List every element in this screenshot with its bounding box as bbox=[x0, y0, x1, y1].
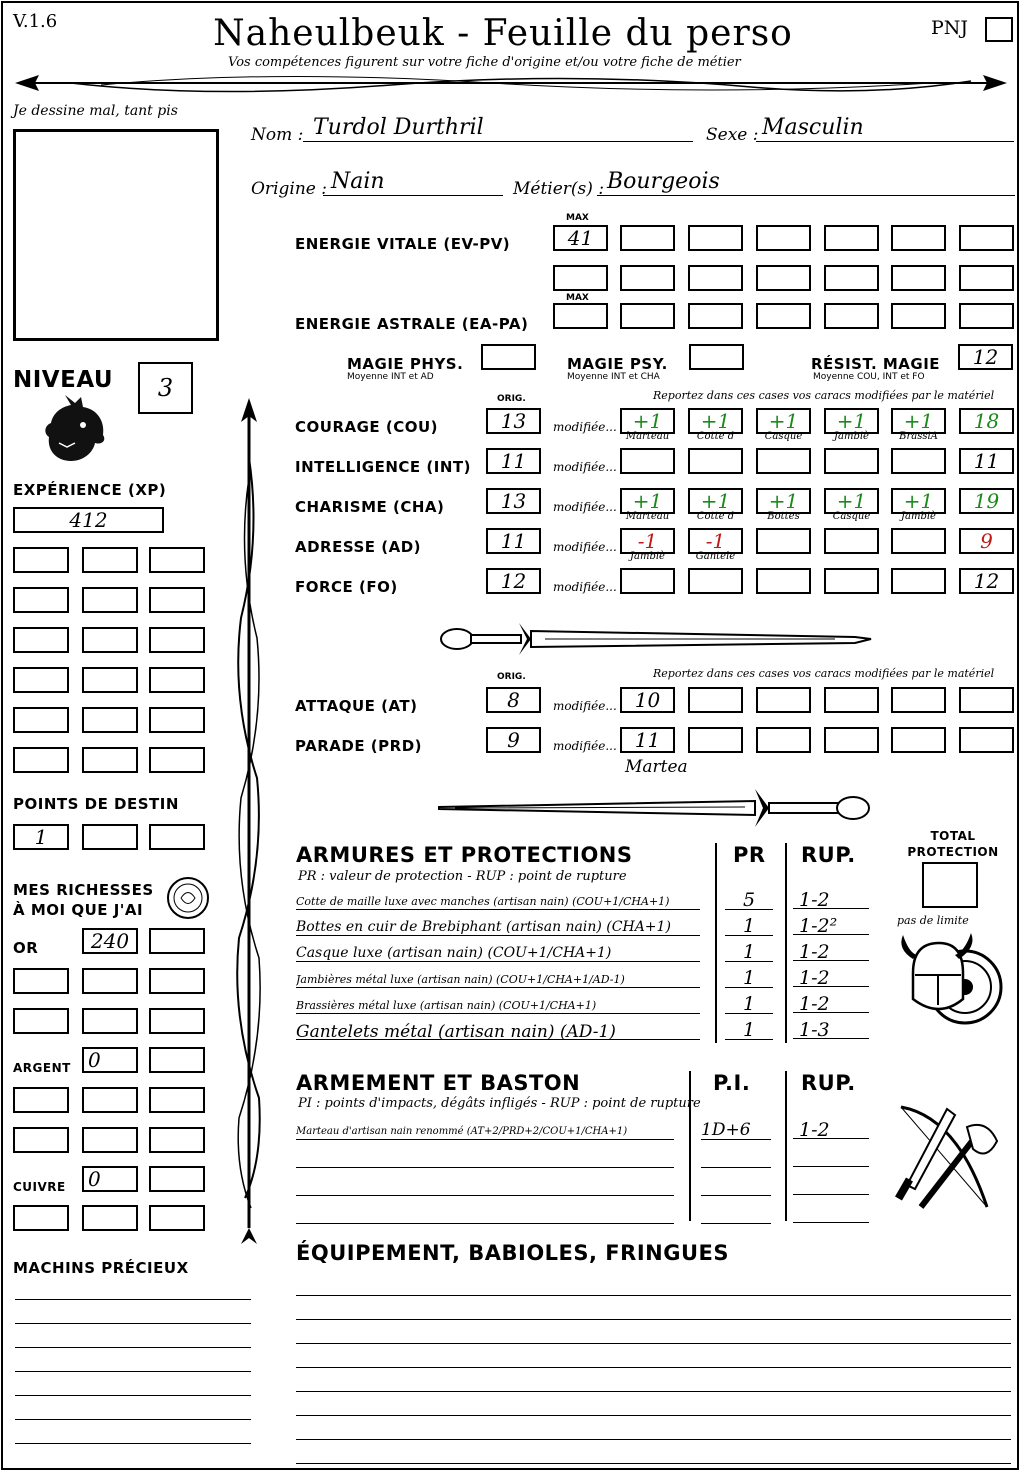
combat-box-parade-prd-6[interactable] bbox=[959, 727, 1014, 753]
ev-box-row2-6[interactable] bbox=[891, 265, 946, 291]
xp-box-6-1[interactable] bbox=[13, 747, 69, 773]
stat-modif-label-charisme-cha: modifiée... bbox=[553, 500, 617, 514]
pnj-label: PNJ bbox=[931, 17, 969, 39]
ea-label: ENERGIE ASTRALE (EA-PA) bbox=[295, 315, 529, 333]
header-spear-ornament bbox=[11, 69, 1011, 99]
or-box[interactable] bbox=[82, 928, 138, 954]
resist-magie-sub: Moyenne COU, INT et FO bbox=[813, 372, 925, 382]
stat-mod-value-courage-cou-5: +1 bbox=[903, 409, 934, 433]
ev-box-4[interactable] bbox=[824, 225, 879, 251]
armure-rup-2[interactable]: 1-2² bbox=[793, 913, 869, 935]
arme-rup-2[interactable] bbox=[793, 1145, 869, 1167]
machins-line-1[interactable] bbox=[15, 1299, 251, 1300]
niveau-box[interactable] bbox=[138, 362, 193, 414]
machins-line-3[interactable] bbox=[15, 1347, 251, 1348]
combat-box-parade-prd-2[interactable] bbox=[688, 727, 743, 753]
armures-divider-1 bbox=[715, 843, 717, 1043]
stat-orig-box-adresse-ad[interactable] bbox=[486, 528, 541, 554]
armement-divider-1 bbox=[689, 1071, 691, 1221]
xp-box-5-2[interactable] bbox=[82, 707, 138, 733]
total-protection-label-1: TOTAL bbox=[930, 829, 976, 843]
stat-orig-value-adresse-ad: 11 bbox=[500, 529, 527, 553]
stat-final-value-courage-cou: 18 bbox=[973, 409, 1000, 433]
xp-box-2-2[interactable] bbox=[82, 587, 138, 613]
equipement-line-6[interactable] bbox=[296, 1415, 1011, 1416]
ev-box-row2-3[interactable] bbox=[688, 265, 743, 291]
stat-mod-value-charisme-cha-1: +1 bbox=[632, 489, 663, 513]
ea-box-5[interactable] bbox=[891, 303, 946, 329]
richesses-label-2: À MOI QUE J'AI bbox=[13, 901, 144, 919]
report-note-1: Reportez dans ces cases vos caracs modifiées par le matériel bbox=[653, 389, 995, 402]
xp-box-6-3[interactable] bbox=[149, 747, 205, 773]
portrait-box[interactable] bbox=[13, 129, 219, 341]
resist-magie-box[interactable] bbox=[958, 344, 1013, 370]
ev-box-1[interactable] bbox=[620, 225, 675, 251]
origine-label: Origine : bbox=[251, 179, 327, 199]
magie-psy-label: MAGIE PSY. bbox=[567, 355, 668, 373]
sexe-value: Masculin bbox=[762, 115, 864, 140]
cuivre-label: CUIVRE bbox=[13, 1180, 66, 1194]
stat-mod-box-intelligence-int-1[interactable] bbox=[620, 448, 675, 474]
sheet-title: Naheulbeuk - Feuille du perso bbox=[213, 13, 793, 54]
metier-value: Bourgeois bbox=[607, 169, 720, 194]
stat-mod-source-courage-cou-5: BrassiA bbox=[899, 431, 938, 442]
origine-field[interactable] bbox=[323, 169, 503, 196]
arme-name-3[interactable] bbox=[296, 1173, 674, 1196]
argent-box-8[interactable] bbox=[149, 1127, 205, 1153]
stat-mod-source-charisme-cha-5: Jambiè bbox=[901, 511, 936, 522]
or-box-2[interactable] bbox=[149, 928, 205, 954]
report-note-2: Reportez dans ces cases vos caracs modifiées par le matériel bbox=[653, 667, 995, 680]
stat-mod-source-courage-cou-2: Cotte d bbox=[696, 431, 735, 442]
stat-mod-box-intelligence-int-3[interactable] bbox=[756, 448, 811, 474]
stat-label-charisme-cha: CHARISME (CHA) bbox=[295, 498, 445, 516]
or-box-5[interactable] bbox=[149, 968, 205, 994]
combat-first-value-attaque-at: 10 bbox=[634, 688, 661, 712]
stat-mod-value-courage-cou-1: +1 bbox=[632, 409, 663, 433]
ea-box-6[interactable] bbox=[959, 303, 1014, 329]
ea-max-box[interactable] bbox=[553, 303, 608, 329]
combat-box-parade-prd-3[interactable] bbox=[756, 727, 811, 753]
equipement-title: ÉQUIPEMENT, BABIOLES, FRINGUES bbox=[296, 1241, 729, 1265]
stat-mod-value-charisme-cha-5: +1 bbox=[903, 489, 934, 513]
stat-mod-value-charisme-cha-3: +1 bbox=[768, 489, 799, 513]
niveau-label: NIVEAU bbox=[13, 367, 114, 393]
combat-orig-value-attaque-at: 8 bbox=[507, 688, 520, 712]
machins-line-5[interactable] bbox=[15, 1395, 251, 1396]
sexe-label: Sexe : bbox=[706, 125, 759, 145]
stat-mod-box-force-fo-1[interactable] bbox=[620, 568, 675, 594]
combat-box-parade-prd-1[interactable] bbox=[620, 727, 675, 753]
destin-value: 1 bbox=[34, 825, 48, 849]
combat-box-attaque-at-5[interactable] bbox=[891, 687, 946, 713]
or-label: OR bbox=[13, 939, 39, 957]
ev-box-row2-5[interactable] bbox=[824, 265, 879, 291]
argent-box-3[interactable] bbox=[13, 1087, 69, 1113]
stat-modif-label-intelligence-int: modifiée... bbox=[553, 460, 617, 474]
stat-label-force-fo: FORCE (FO) bbox=[295, 578, 398, 596]
stat-final-box-courage-cou[interactable] bbox=[959, 408, 1014, 434]
dragon-icon bbox=[41, 395, 111, 467]
stat-modif-label-courage-cou: modifiée... bbox=[553, 420, 617, 434]
stat-label-intelligence-int: INTELLIGENCE (INT) bbox=[295, 458, 471, 476]
arme-name-2[interactable] bbox=[296, 1145, 674, 1168]
armure-pr-3[interactable]: 1 bbox=[725, 939, 773, 962]
stat-final-value-adresse-ad: 9 bbox=[980, 529, 993, 553]
destin-box-3[interactable] bbox=[149, 824, 205, 850]
combat-orig-box-attaque-at[interactable] bbox=[486, 687, 541, 713]
argent-value: 0 bbox=[88, 1048, 101, 1072]
sword-ornament-1 bbox=[435, 613, 875, 663]
armure-name-3[interactable]: Casque luxe (artisan nain) (COU+1/CHA+1) bbox=[296, 939, 700, 962]
equipement-line-4[interactable] bbox=[296, 1367, 1011, 1368]
combat-box-attaque-at-4[interactable] bbox=[824, 687, 879, 713]
stat-final-box-charisme-cha[interactable] bbox=[959, 488, 1014, 514]
combat-box-attaque-at-3[interactable] bbox=[756, 687, 811, 713]
argent-box[interactable] bbox=[82, 1047, 138, 1073]
machins-line-6[interactable] bbox=[15, 1419, 251, 1420]
total-protection-label-2: PROTECTION bbox=[907, 845, 999, 859]
arme-rup-4[interactable] bbox=[793, 1201, 869, 1223]
armure-name-5[interactable]: Brassières métal luxe (artisan nain) (COU+1/CHA+1) bbox=[296, 991, 700, 1014]
ev-box-5[interactable] bbox=[891, 225, 946, 251]
or-box-8[interactable] bbox=[149, 1008, 205, 1034]
stat-mod-box-adresse-ad-3[interactable] bbox=[756, 528, 811, 554]
stat-label-adresse-ad: ADRESSE (AD) bbox=[295, 538, 422, 556]
ev-box-3[interactable] bbox=[756, 225, 811, 251]
ev-box-6[interactable] bbox=[959, 225, 1014, 251]
cuivre-box-5[interactable] bbox=[149, 1205, 205, 1231]
arme-pi-4[interactable] bbox=[701, 1201, 771, 1224]
stat-orig-value-force-fo: 12 bbox=[500, 569, 527, 593]
stat-mod-box-force-fo-2[interactable] bbox=[688, 568, 743, 594]
stat-mod-box-adresse-ad-4[interactable] bbox=[824, 528, 879, 554]
arme-name-1[interactable]: Marteau d'artisan nain renommé (AT+2/PRD+2/COU+1/CHA+1) bbox=[296, 1117, 674, 1140]
armement-title: ARMEMENT ET BASTON bbox=[296, 1071, 581, 1095]
niveau-value: 3 bbox=[157, 374, 174, 402]
xp-box-5-1[interactable] bbox=[13, 707, 69, 733]
argent-box-7[interactable] bbox=[82, 1127, 138, 1153]
stat-final-box-adresse-ad[interactable] bbox=[959, 528, 1014, 554]
nom-value: Turdol Durthril bbox=[313, 115, 484, 140]
arme-pi-3[interactable] bbox=[701, 1173, 771, 1196]
armures-col-rup: RUP. bbox=[801, 843, 856, 867]
stat-mod-source-courage-cou-3: Casque bbox=[764, 431, 803, 442]
xp-box-4-1[interactable] bbox=[13, 667, 69, 693]
stat-mod-source-adresse-ad-2: Gantele bbox=[695, 551, 736, 562]
stat-final-box-force-fo[interactable] bbox=[959, 568, 1014, 594]
stat-mod-source-courage-cou-1: Marteau bbox=[625, 431, 670, 442]
magie-phys-sub: Moyenne INT et AD bbox=[347, 372, 434, 382]
armure-name-4[interactable]: Jambières métal luxe (artisan nain) (COU+1/CHA+1/AD-1) bbox=[296, 965, 700, 988]
stat-mod-value-adresse-ad-2: -1 bbox=[705, 529, 726, 553]
argent-box-2[interactable] bbox=[149, 1047, 205, 1073]
total-protection-box[interactable] bbox=[922, 862, 978, 908]
xp-box-1-2[interactable] bbox=[82, 547, 138, 573]
pnj-checkbox[interactable] bbox=[985, 17, 1013, 42]
armure-name-6[interactable]: Gantelets métal (artisan nain) (AD-1) bbox=[296, 1017, 700, 1040]
armures-col-pr: PR bbox=[733, 843, 766, 867]
ea-box-4[interactable] bbox=[824, 303, 879, 329]
stat-mod-source-courage-cou-4: Jambiè bbox=[834, 431, 869, 442]
armor-helmet-shield-icon bbox=[893, 929, 1003, 1039]
ea-box-2[interactable] bbox=[688, 303, 743, 329]
sexe-field[interactable] bbox=[756, 115, 1014, 142]
xp-box-3-2[interactable] bbox=[82, 627, 138, 653]
stat-mod-box-force-fo-3[interactable] bbox=[756, 568, 811, 594]
ea-box-3[interactable] bbox=[756, 303, 811, 329]
stat-orig-value-charisme-cha: 13 bbox=[500, 489, 527, 513]
combat-label-parade-prd: PARADE (PRD) bbox=[295, 737, 423, 755]
stat-mod-source-charisme-cha-2: Cotte d bbox=[696, 511, 735, 522]
armure-pr-5[interactable]: 1 bbox=[725, 991, 773, 1014]
armures-title: ARMURES ET PROTECTIONS bbox=[296, 843, 633, 867]
weapons-icon bbox=[887, 1097, 1007, 1219]
equipement-line-5[interactable] bbox=[296, 1391, 1011, 1392]
xp-box[interactable] bbox=[13, 507, 164, 533]
metier-field[interactable] bbox=[597, 169, 1015, 196]
argent-box-4[interactable] bbox=[82, 1087, 138, 1113]
arme-pi-2[interactable] bbox=[701, 1145, 771, 1168]
armure-rup-3[interactable]: 1-2 bbox=[793, 939, 869, 961]
equipement-line-7[interactable] bbox=[296, 1439, 1011, 1440]
armure-pr-4[interactable]: 1 bbox=[725, 965, 773, 988]
ev-max-box[interactable] bbox=[553, 225, 608, 251]
stat-mod-box-intelligence-int-4[interactable] bbox=[824, 448, 879, 474]
xp-box-1-1[interactable] bbox=[13, 547, 69, 573]
cuivre-box[interactable] bbox=[82, 1166, 138, 1192]
arme-rup-3[interactable] bbox=[793, 1173, 869, 1195]
cuivre-box-3[interactable] bbox=[13, 1205, 69, 1231]
limit-note: pas de limite bbox=[897, 914, 969, 927]
xp-label: EXPÉRIENCE (XP) bbox=[13, 481, 167, 499]
destin-box-2[interactable] bbox=[82, 824, 138, 850]
or-box-7[interactable] bbox=[82, 1008, 138, 1034]
stat-mod-box-intelligence-int-5[interactable] bbox=[891, 448, 946, 474]
xp-value: 412 bbox=[69, 508, 108, 532]
combat-weapon-note: Martea bbox=[625, 757, 688, 777]
stat-modif-label-force-fo: modifiée... bbox=[553, 580, 617, 594]
xp-box-2-3[interactable] bbox=[149, 587, 205, 613]
equipement-line-3[interactable] bbox=[296, 1343, 1011, 1344]
stat-mod-value-adresse-ad-1: -1 bbox=[637, 529, 658, 553]
ea-max-label: MAX bbox=[566, 293, 589, 303]
vertical-spear-ornament bbox=[231, 398, 267, 1246]
xp-box-4-2[interactable] bbox=[82, 667, 138, 693]
machins-line-2[interactable] bbox=[15, 1323, 251, 1324]
stat-final-value-intelligence-int: 11 bbox=[973, 449, 1000, 473]
stat-final-value-charisme-cha: 19 bbox=[973, 489, 1000, 513]
stat-final-value-force-fo: 12 bbox=[973, 569, 1000, 593]
combat-first-value-parade-prd: 11 bbox=[634, 728, 661, 752]
magie-phys-label: MAGIE PHYS. bbox=[347, 355, 464, 373]
equipement-line-2[interactable] bbox=[296, 1319, 1011, 1320]
combat-box-attaque-at-6[interactable] bbox=[959, 687, 1014, 713]
armure-name-1[interactable]: Cotte de maille luxe avec manches (artisan nain) (COU+1/CHA+1) bbox=[296, 887, 700, 910]
sword-ornament-2 bbox=[435, 783, 875, 833]
stat-orig-value-intelligence-int: 11 bbox=[500, 449, 527, 473]
argent-box-5[interactable] bbox=[149, 1087, 205, 1113]
character-sheet bbox=[1, 1, 1019, 1470]
xp-box-5-3[interactable] bbox=[149, 707, 205, 733]
ev-box-2[interactable] bbox=[688, 225, 743, 251]
sheet-subtitle: Vos compétences figurent sur votre fiche d'origine et/ou votre fiche de métier bbox=[228, 55, 741, 70]
stat-mod-source-charisme-cha-1: Marteau bbox=[625, 511, 670, 522]
portrait-label: Je dessine mal, tant pis bbox=[13, 103, 178, 119]
cuivre-box-2[interactable] bbox=[149, 1166, 205, 1192]
cuivre-box-4[interactable] bbox=[82, 1205, 138, 1231]
orig-label-combat: ORIG. bbox=[497, 672, 526, 682]
ev-box-row2-2[interactable] bbox=[620, 265, 675, 291]
armure-rup-1[interactable]: 1-2 bbox=[793, 887, 869, 909]
armures-subtitle: PR : valeur de protection - RUP : point de rupture bbox=[298, 869, 627, 884]
ev-box-row2-7[interactable] bbox=[959, 265, 1014, 291]
xp-box-3-3[interactable] bbox=[149, 627, 205, 653]
stat-orig-box-intelligence-int[interactable] bbox=[486, 448, 541, 474]
stat-mod-value-charisme-cha-2: +1 bbox=[700, 489, 731, 513]
armure-rup-6[interactable]: 1-3 bbox=[793, 1017, 869, 1039]
stat-mod-source-adresse-ad-1: Jambiè bbox=[630, 551, 665, 562]
combat-box-parade-prd-4[interactable] bbox=[824, 727, 879, 753]
arme-rup-1[interactable]: 1-2 bbox=[793, 1117, 869, 1139]
xp-box-2-1[interactable] bbox=[13, 587, 69, 613]
armure-rup-5[interactable]: 1-2 bbox=[793, 991, 869, 1013]
equipement-line-8[interactable] bbox=[296, 1463, 1011, 1464]
machins-label: MACHINS PRÉCIEUX bbox=[13, 1259, 189, 1277]
stat-final-box-intelligence-int[interactable] bbox=[959, 448, 1014, 474]
stat-mod-value-courage-cou-2: +1 bbox=[700, 409, 731, 433]
stat-mod-value-charisme-cha-4: +1 bbox=[836, 489, 867, 513]
combat-orig-value-parade-prd: 9 bbox=[507, 728, 520, 752]
or-box-4[interactable] bbox=[82, 968, 138, 994]
stat-orig-box-force-fo[interactable] bbox=[486, 568, 541, 594]
armure-rup-4[interactable]: 1-2 bbox=[793, 965, 869, 987]
stat-mod-value-courage-cou-4: +1 bbox=[836, 409, 867, 433]
argent-box-6[interactable] bbox=[13, 1127, 69, 1153]
stat-label-courage-cou: COURAGE (COU) bbox=[295, 418, 439, 436]
combat-box-parade-prd-5[interactable] bbox=[891, 727, 946, 753]
armement-col-pi: P.I. bbox=[713, 1071, 751, 1095]
cuivre-value: 0 bbox=[88, 1167, 101, 1191]
stat-mod-box-force-fo-5[interactable] bbox=[891, 568, 946, 594]
magie-psy-sub: Moyenne INT et CHA bbox=[567, 372, 660, 382]
stat-mod-box-adresse-ad-5[interactable] bbox=[891, 528, 946, 554]
ev-max-value: 41 bbox=[567, 226, 594, 250]
ea-box-1[interactable] bbox=[620, 303, 675, 329]
stat-mod-box-force-fo-4[interactable] bbox=[824, 568, 879, 594]
orig-label: ORIG. bbox=[497, 394, 526, 404]
combat-box-attaque-at-2[interactable] bbox=[688, 687, 743, 713]
destin-label: POINTS DE DESTIN bbox=[13, 795, 179, 813]
armement-subtitle: PI : points d'impacts, dégâts infligés - RUP : point de rupture bbox=[298, 1096, 701, 1111]
stat-modif-label-adresse-ad: modifiée... bbox=[553, 540, 617, 554]
nom-label: Nom : bbox=[251, 125, 304, 145]
combat-modif-label-parade-prd: modifiée... bbox=[553, 739, 617, 753]
or-value: 240 bbox=[90, 929, 130, 953]
combat-orig-box-parade-prd[interactable] bbox=[486, 727, 541, 753]
argent-label: ARGENT bbox=[13, 1061, 71, 1075]
armure-pr-2[interactable]: 1 bbox=[725, 913, 773, 936]
stat-mod-value-courage-cou-3: +1 bbox=[768, 409, 799, 433]
destin-box-1[interactable] bbox=[13, 824, 69, 850]
stat-mod-box-intelligence-int-2[interactable] bbox=[688, 448, 743, 474]
combat-box-attaque-at-1[interactable] bbox=[620, 687, 675, 713]
ev-label: ENERGIE VITALE (EV-PV) bbox=[295, 235, 511, 253]
magie-psy-box[interactable] bbox=[689, 344, 744, 370]
arme-name-4[interactable] bbox=[296, 1201, 674, 1224]
stat-mod-source-charisme-cha-3: Bottes bbox=[767, 511, 800, 522]
or-box-3[interactable] bbox=[13, 968, 69, 994]
armement-divider-2 bbox=[785, 1071, 787, 1221]
coin-icon bbox=[165, 875, 211, 921]
richesses-label-1: MES RICHESSES bbox=[13, 881, 154, 899]
magie-phys-box[interactable] bbox=[481, 344, 536, 370]
resist-magie-value: 12 bbox=[972, 345, 999, 369]
combat-label-attaque-at: ATTAQUE (AT) bbox=[295, 697, 418, 715]
arme-pi-1[interactable]: 1D+6 bbox=[701, 1117, 771, 1140]
xp-box-4-3[interactable] bbox=[149, 667, 205, 693]
armures-divider-2 bbox=[785, 843, 787, 1043]
armure-pr-6[interactable]: 1 bbox=[725, 1017, 773, 1040]
machins-line-4[interactable] bbox=[15, 1371, 251, 1372]
armure-pr-1[interactable]: 5 bbox=[725, 887, 773, 910]
resist-magie-label: RÉSIST. MAGIE bbox=[811, 355, 941, 373]
machins-line-7[interactable] bbox=[15, 1443, 251, 1444]
xp-box-1-3[interactable] bbox=[149, 547, 205, 573]
or-box-6[interactable] bbox=[13, 1008, 69, 1034]
armement-col-rup: RUP. bbox=[801, 1071, 856, 1095]
ev-box-row2-4[interactable] bbox=[756, 265, 811, 291]
stat-orig-box-courage-cou[interactable] bbox=[486, 408, 541, 434]
stat-orig-box-charisme-cha[interactable] bbox=[486, 488, 541, 514]
xp-box-3-1[interactable] bbox=[13, 627, 69, 653]
combat-modif-label-attaque-at: modifiée... bbox=[553, 699, 617, 713]
stat-mod-source-charisme-cha-4: Casque bbox=[832, 511, 871, 522]
armure-name-2[interactable]: Bottes en cuir de Brebiphant (artisan nain) (CHA+1) bbox=[296, 913, 700, 936]
metier-label: Métier(s) : bbox=[513, 179, 605, 199]
version-label: V.1.6 bbox=[13, 11, 58, 32]
ev-max-label: MAX bbox=[566, 213, 589, 223]
stat-orig-value-courage-cou: 13 bbox=[500, 409, 527, 433]
ev-box-row2-1[interactable] bbox=[553, 265, 608, 291]
origine-value: Nain bbox=[331, 169, 385, 194]
nom-field[interactable] bbox=[303, 115, 693, 142]
equipement-line-1[interactable] bbox=[296, 1295, 1011, 1296]
xp-box-6-2[interactable] bbox=[82, 747, 138, 773]
